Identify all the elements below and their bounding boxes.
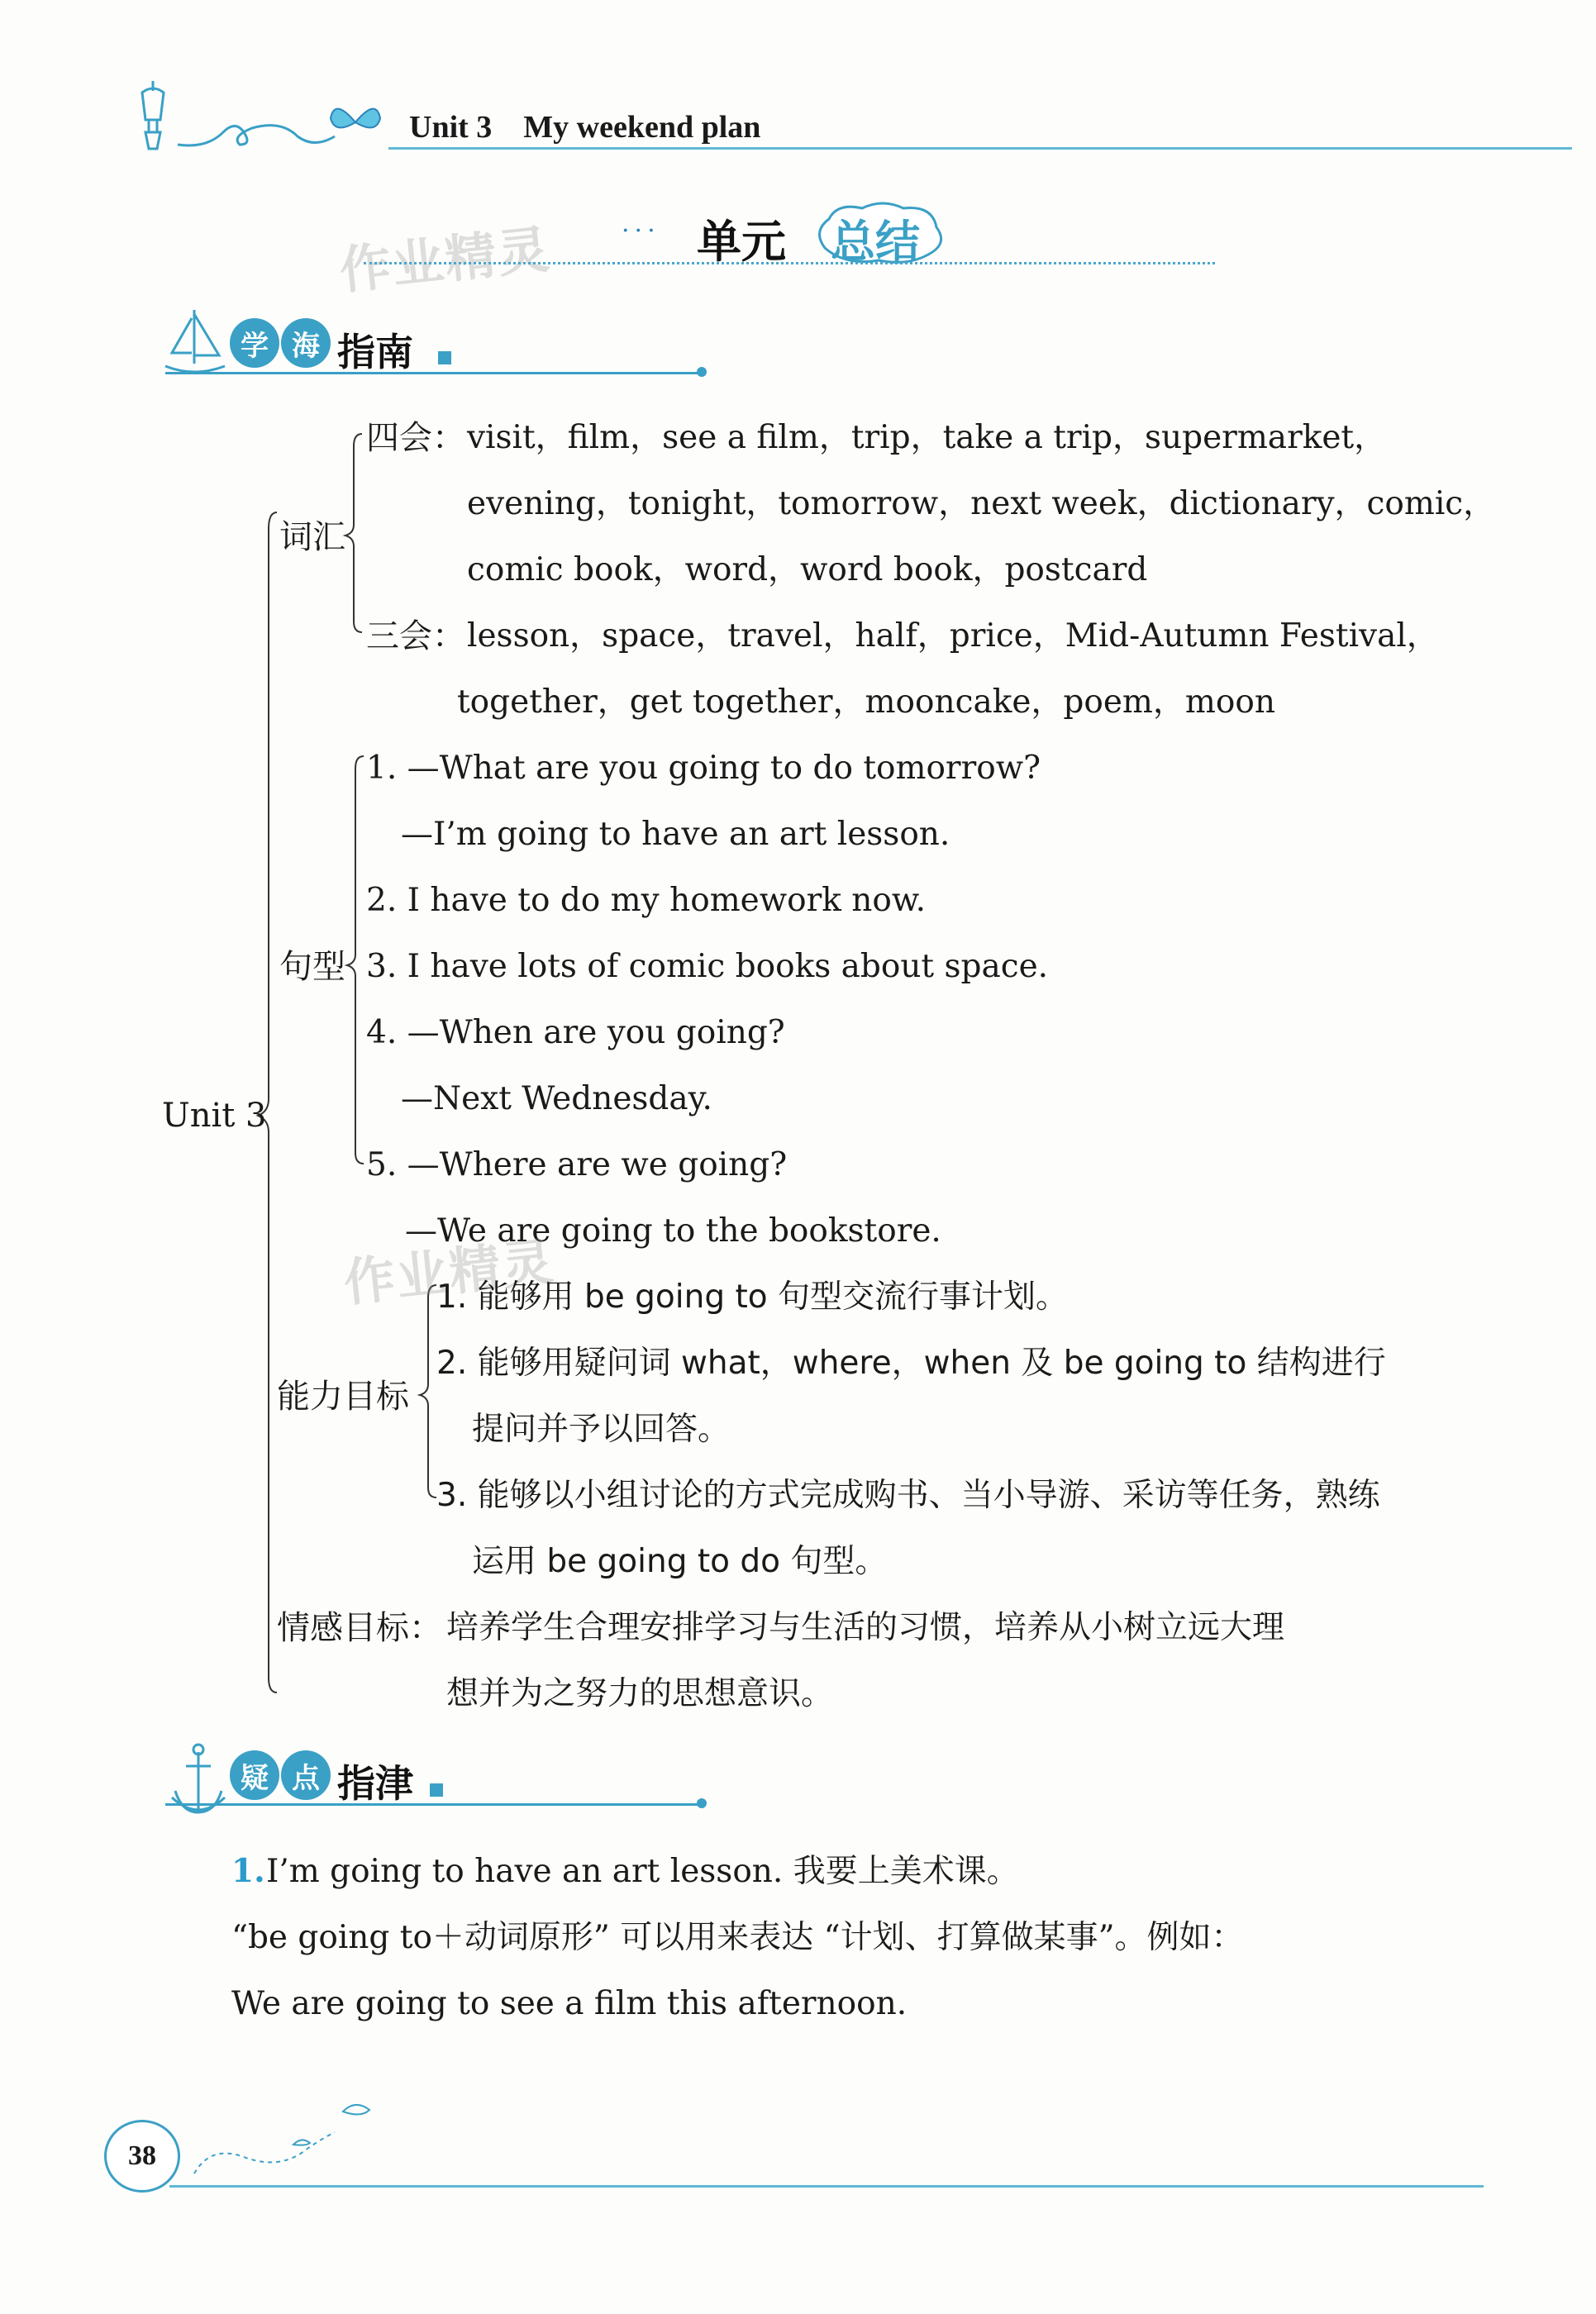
tips-badge-2: 点 <box>281 1750 331 1800</box>
footer-rule <box>169 2185 1484 2188</box>
ability-item: 2. 能够用疑问词 what，where，when 及 be going to 结构进行 <box>436 1345 1386 1382</box>
guide-badge-2: 海 <box>281 318 331 368</box>
sentences-label: 句型 <box>279 948 345 986</box>
sentence-item: —I’m going to have an art lesson. <box>401 816 950 853</box>
page-number: 38 <box>104 2120 180 2193</box>
sentence-item: 2. I have to do my homework now. <box>366 882 927 919</box>
ability-label: 能力目标 <box>277 1378 409 1416</box>
summary-subtitle: 总结 <box>831 216 920 268</box>
three-skills-line-1: lesson，space，travel，half，price，Mid-Autumn Festival， <box>467 617 1439 655</box>
emotion-line-1: 培养学生合理安排学习与生活的习惯，培养从小树立远大理 <box>446 1609 1285 1646</box>
ability-item: 3. 能够以小组讨论的方式完成购书、当小导游、采访等任务，熟练 <box>436 1477 1380 1514</box>
four-skills-line-2: evening，tonight，tomorrow，next week，dictionary，comic， <box>467 485 1496 522</box>
watermark: 作业精灵 <box>341 1231 558 1314</box>
ability-item: 运用 be going to do 句型。 <box>472 1543 888 1580</box>
guide-section-title: 指南 <box>337 330 413 374</box>
tips-badge-1: 疑 <box>230 1750 279 1800</box>
tip-number: 1. <box>231 1852 265 1890</box>
four-skills-line-3: comic book，word，word book，postcard <box>467 551 1148 588</box>
four-skills-label: 四会： <box>366 419 465 457</box>
vocab-label: 词汇 <box>279 518 345 556</box>
four-skills-line-1: visit，film，see a film，trip，take a trip，supermarket， <box>467 419 1387 456</box>
header-title: Unit 3 My weekend plan <box>409 110 761 145</box>
ability-item: 提问并予以回答。 <box>472 1411 731 1448</box>
emotion-line-2: 想并为之努力的思想意识。 <box>446 1675 834 1712</box>
watermark: 作业精灵 <box>336 218 554 302</box>
sentence-item: 4. —When are you going? <box>366 1014 785 1051</box>
tree-root-label: Unit 3 <box>162 1097 267 1135</box>
tips-section-title: 指津 <box>337 1761 413 1806</box>
guide-badge-1: 学 <box>230 318 279 368</box>
tip-line-1: I’m going to have an art lesson. 我要上美术课。 <box>266 1853 1019 1890</box>
sentence-item: —Next Wednesday. <box>401 1080 712 1117</box>
tips-square-icon <box>430 1783 443 1797</box>
tip-line-3: We are going to see a film this afternoon. <box>231 1985 908 2022</box>
three-skills-label: 三会： <box>366 617 465 655</box>
ability-item: 1. 能够用 be going to 句型交流行事计划。 <box>436 1278 1069 1316</box>
anchor-icon <box>165 1740 231 1822</box>
tip-line-2: “be going to＋动词原形” 可以用来表达 “计划、打算做某事”。例如： <box>231 1919 1244 1956</box>
footer-birds-decoration-icon <box>186 2095 393 2186</box>
tips-section-dot <box>697 1798 707 1808</box>
tips-section-rule <box>165 1803 703 1806</box>
sentence-item: —We are going to the bookstore. <box>405 1212 941 1250</box>
sentence-item: 3. I have lots of comic books about space. <box>366 948 1049 985</box>
emotion-label: 情感目标： <box>277 1609 442 1647</box>
summary-title: 单元 <box>697 216 786 268</box>
sentence-item: 1. —What are you going to do tomorrow? <box>366 750 1041 787</box>
sentence-item: 5. —Where are we going? <box>366 1146 788 1183</box>
three-skills-line-2: together，get together，mooncake，poem，moon <box>457 683 1275 721</box>
summary-dots: ··· <box>622 217 660 245</box>
